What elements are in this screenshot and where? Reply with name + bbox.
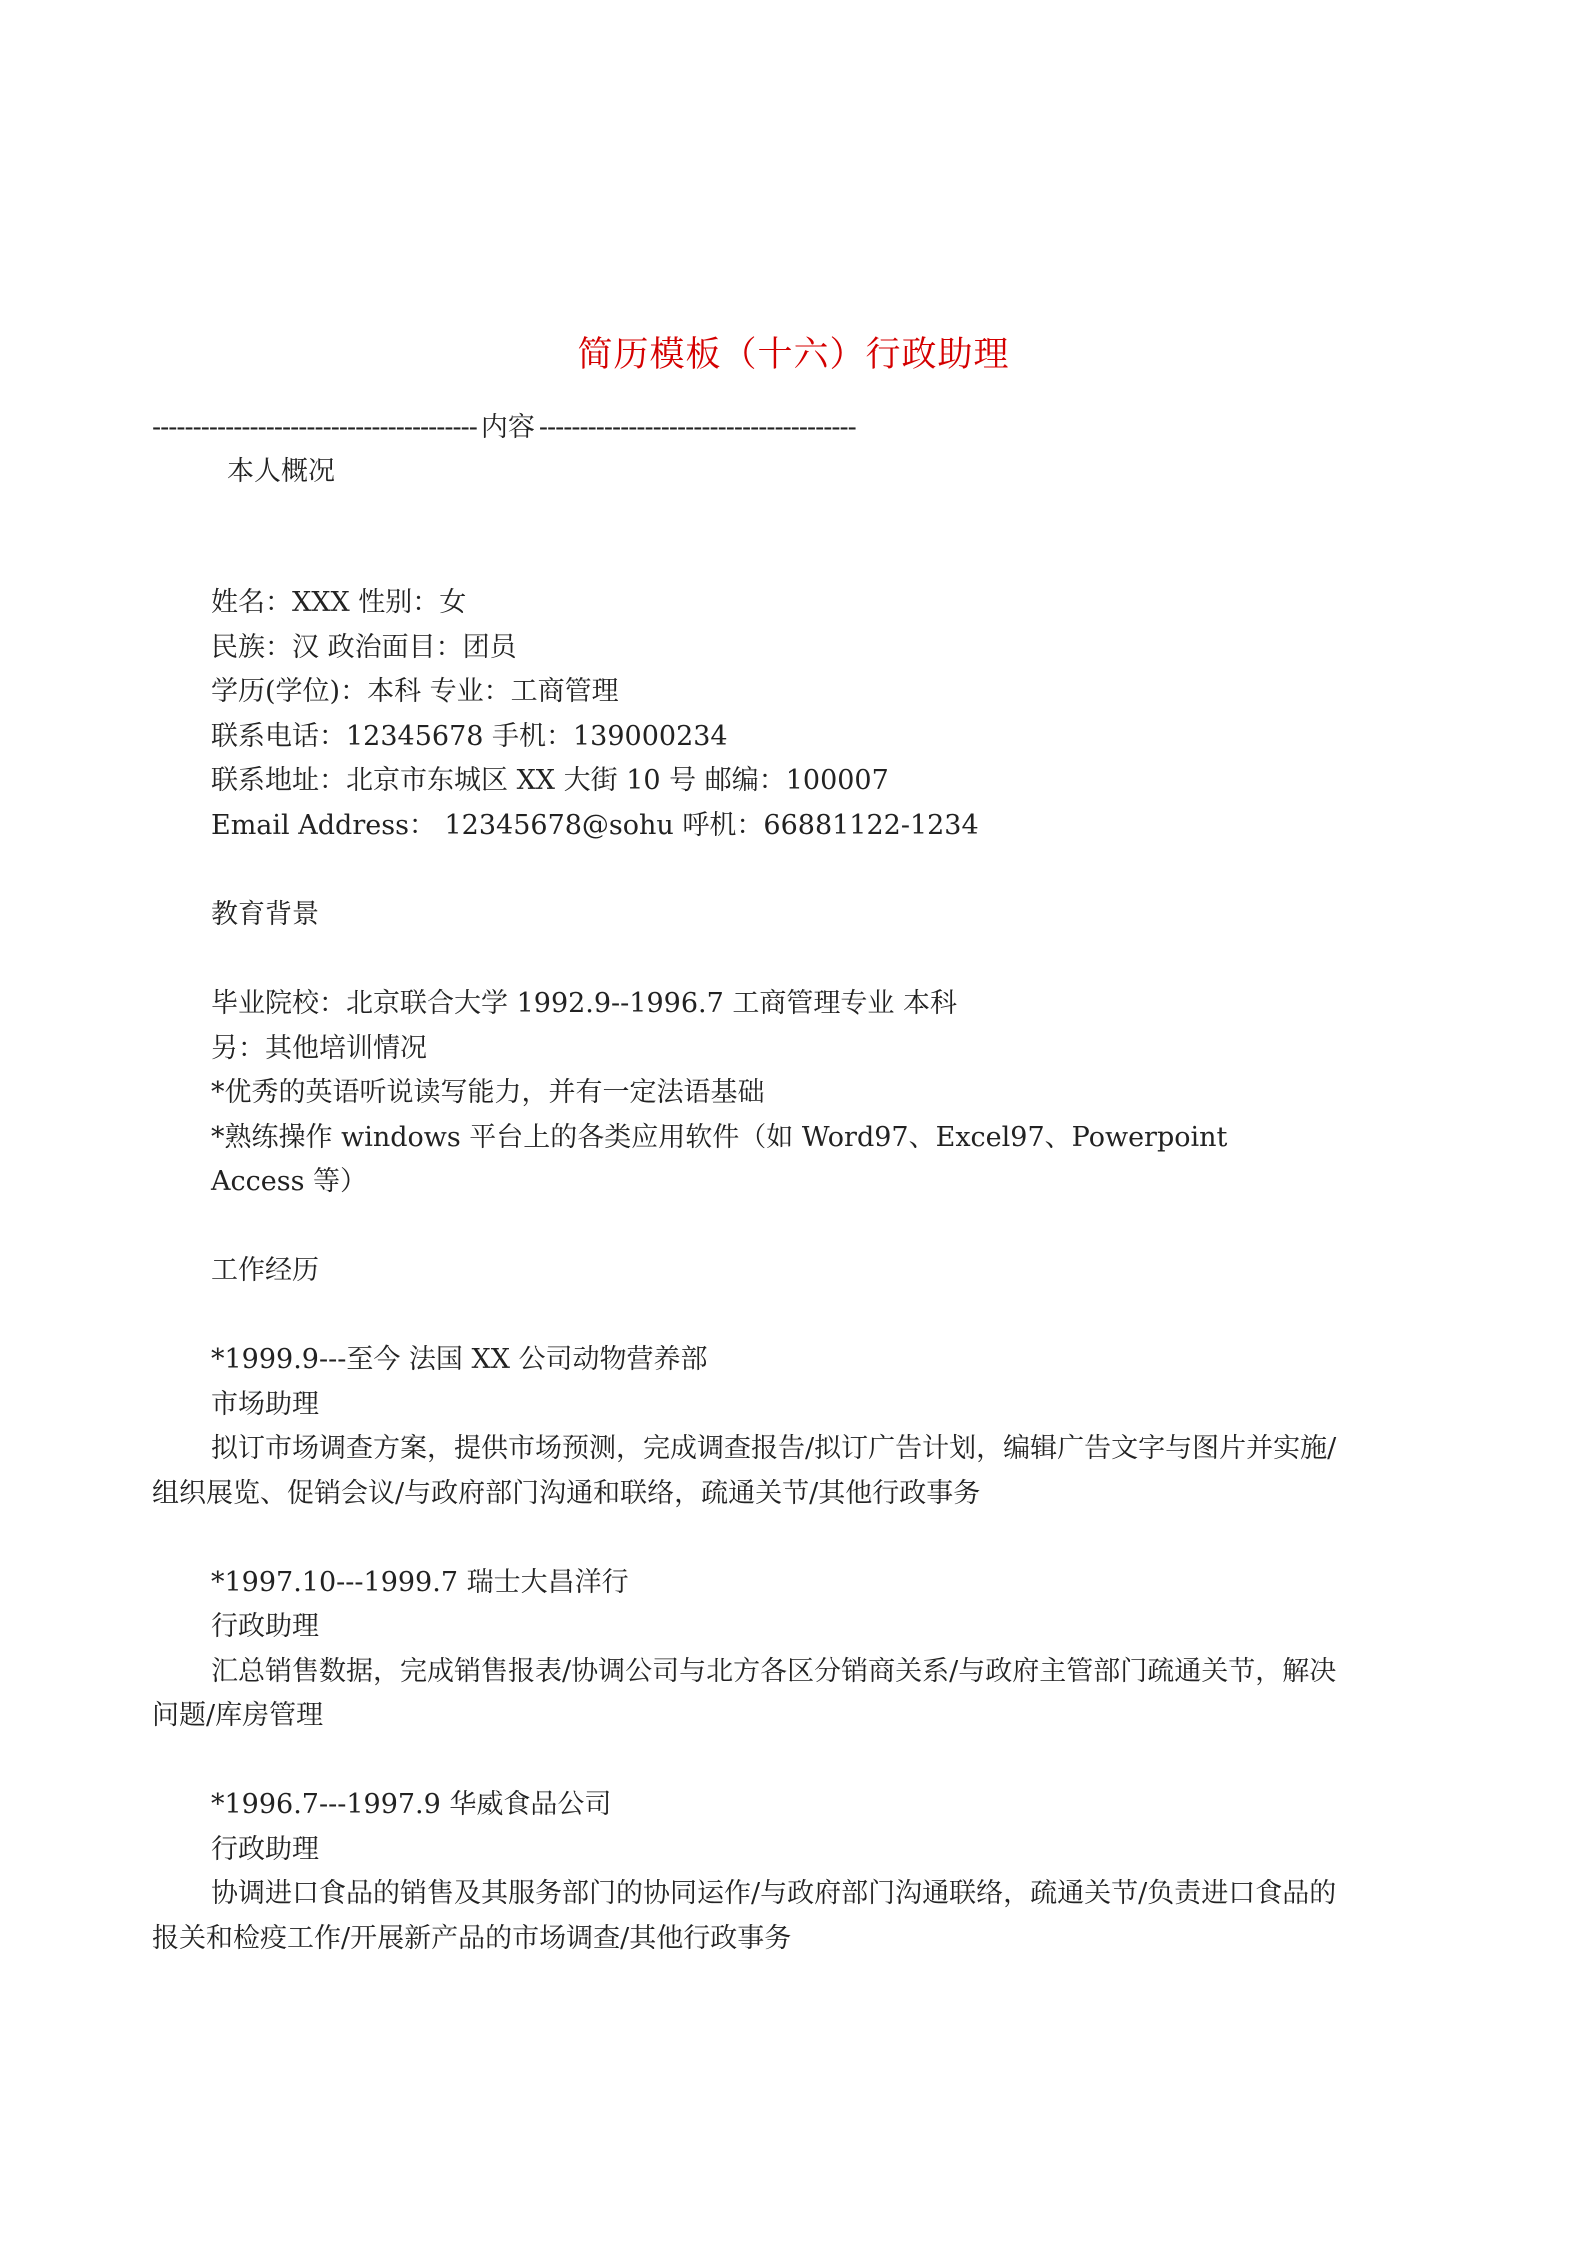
- profile-line: Email Address： 12345678@sohu 呼机：66881122-1234: [211, 810, 979, 841]
- job-description: 协调进口食品的销售及其服务部门的协同运作/与政府部门沟通联络，疏通关节/负责进口食品的: [211, 1878, 1337, 1909]
- job-period: *1997.10---1999.7 瑞士大昌洋行: [211, 1567, 629, 1598]
- job-role: 行政助理: [211, 1611, 319, 1642]
- job-role: 市场助理: [211, 1389, 319, 1420]
- content-divider: [152, 410, 1152, 446]
- job-description: 组织展览、促销会议/与政府部门沟通和联络，疏通关节/其他行政事务: [152, 1478, 981, 1509]
- section-heading-education: 教育背景: [211, 899, 319, 930]
- divider-right-dashes: ---------------------------------------: [538, 412, 856, 443]
- job-description: 报关和检疫工作/开展新产品的市场调查/其他行政事务: [152, 1923, 792, 1954]
- profile-line: 民族：汉 政治面目：团员: [211, 632, 517, 663]
- education-line: *熟练操作 windows 平台上的各类应用软件（如 Word97、Excel97、Powerpoint: [211, 1122, 1228, 1153]
- education-line: *优秀的英语听说读写能力，并有一定法语基础: [211, 1077, 765, 1108]
- section-heading-profile: 本人概况: [227, 456, 335, 487]
- profile-line: 联系地址：北京市东城区 XX 大街 10 号 邮编：100007: [211, 765, 889, 796]
- job-period: *1999.9---至今 法国 XX 公司动物营养部: [211, 1344, 708, 1375]
- divider-left-dashes: ----------------------------------------: [152, 412, 477, 443]
- job-description: 拟订市场调查方案，提供市场预测，完成调查报告/拟订广告计划，编辑广告文字与图片并实施/: [211, 1433, 1337, 1464]
- profile-line: 联系电话：12345678 手机：139000234: [211, 721, 728, 752]
- education-line: 另：其他培训情况: [211, 1033, 427, 1064]
- job-description: 问题/库房管理: [152, 1700, 324, 1731]
- education-line: 毕业院校：北京联合大学 1992.9--1996.7 工商管理专业 本科: [211, 988, 957, 1019]
- profile-line: 姓名：XXX 性别：女: [211, 587, 467, 618]
- job-role: 行政助理: [211, 1834, 319, 1865]
- education-line: Access 等）: [211, 1166, 368, 1197]
- job-period: *1996.7---1997.9 华威食品公司: [211, 1789, 612, 1820]
- divider-label: 内容: [480, 412, 535, 443]
- section-heading-work: 工作经历: [211, 1255, 319, 1286]
- job-description: 汇总销售数据，完成销售报表/协调公司与北方各区分销商关系/与政府主管部门疏通关节，解决: [211, 1656, 1337, 1687]
- profile-line: 学历(学位)：本科 专业：工商管理: [211, 676, 619, 707]
- document-title: 简历模板（十六）行政助理: [577, 335, 1010, 375]
